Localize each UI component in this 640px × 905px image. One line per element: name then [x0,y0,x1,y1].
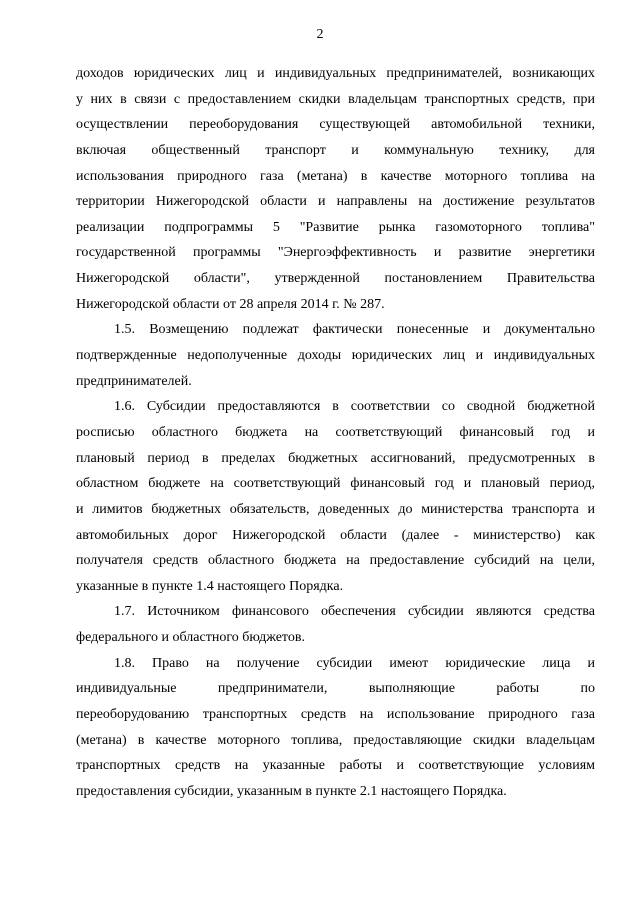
text-line: подтвержденные недополученные доходы юридических лиц и индивидуальных [76,348,595,364]
text-line: Нижегородской области от 28 апреля 2014 г. № 287. [76,296,385,312]
text-line: указанные в пункте 1.4 настоящего Порядка. [76,578,344,594]
text-line: предпринимателей. [76,373,192,389]
text-line: 1.8. Право на получение субсидии имеют юридические лица и [114,655,595,671]
text-line: предоставления субсидии, указанным в пункте 2.1 настоящего Порядка. [76,783,507,799]
text-line: 1.5. Возмещению подлежат фактически понесенные и документально [114,322,595,338]
text-line: реализации подпрограммы 5 "Развитие рынка газомоторного топлива" [76,219,595,235]
text-line: осуществлении переоборудования существующей автомобильной техники, [76,117,595,133]
text-line: транспортных средств на указанные работы и соответствующие условиям [76,758,595,774]
text-line: росписью областного бюджета на соответствующий финансовый год и [76,424,595,440]
text-line: 1.6. Субсидии предоставляются в соответствии со сводной бюджетной [114,399,595,415]
text-line: и лимитов бюджетных обязательств, доведенных до министерства транспорта и [76,501,595,517]
text-line: плановый период в пределах бюджетных ассигнований, предусмотренных в [76,450,595,466]
document-body [76,61,595,805]
text-line: 1.7. Источником финансового обеспечения субсидии являются средства [114,604,595,620]
text-line: государственной программы "Энергоэффективность и развитие энергетики [76,245,595,261]
page-number: 2 [316,27,324,42]
text-line: получателя средств областного бюджета на предоставление субсидий на цели, [76,553,595,569]
paragraph-p-1-6 [76,394,595,599]
text-line: у них в связи с предоставлением скидки владельцам транспортных средств, при [76,91,595,107]
paragraph-p-1-8 [76,651,595,805]
text-line: (метана) в качестве моторного топлива, предоставляющие скидки владельцам [76,732,595,748]
text-line: федерального и областного бюджетов. [76,630,305,646]
text-line: Нижегородской области", утвержденной постановлением Правительства [76,271,595,287]
text-line: индивидуальные предприниматели, выполняющие работы по [76,681,595,697]
text-line: включая общественный транспорт и коммунальную технику, для [76,142,595,158]
text-line: автомобильных дорог Нижегородской области (далее - министерство) как [76,527,595,543]
text-line: доходов юридических лиц и индивидуальных предпринимателей, возникающих [76,66,595,81]
text-line: использования природного газа (метана) в качестве моторного топлива на [76,168,595,184]
text-line: областном бюджете на соответствующий финансовый год и плановый период, [76,476,595,492]
paragraph-p-1-5 [76,317,595,394]
text-line: переоборудованию транспортных средств на использование природного газа [76,707,595,723]
paragraph-p-1-4-cont [76,61,595,317]
text-line: территории Нижегородской области и направлены на достижение результатов [76,194,595,210]
paragraph-p-1-7 [76,599,595,650]
